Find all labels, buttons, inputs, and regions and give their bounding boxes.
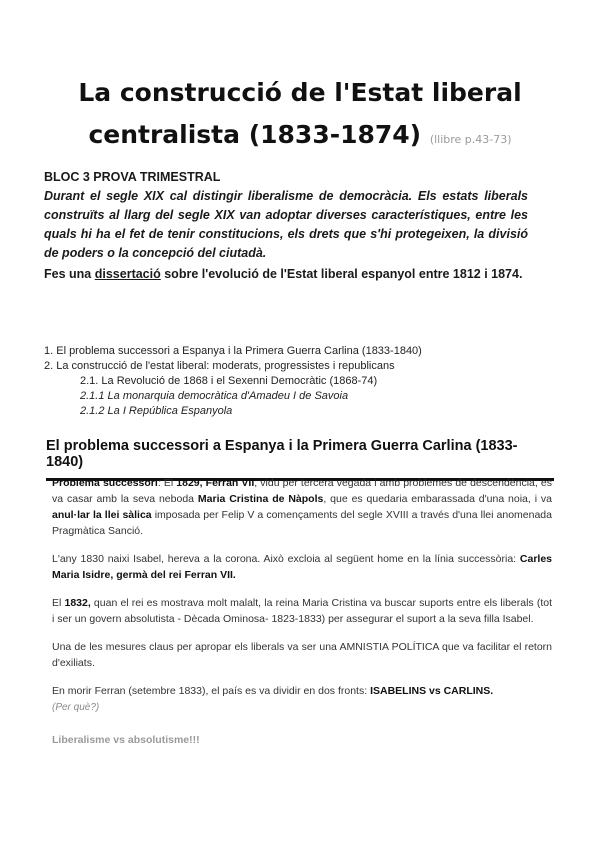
- toc-item-2: 2. La construcció de l'estat liberal: moderats, progressistes i republicans: [44, 360, 395, 372]
- paragraph-isabel: [52, 551, 552, 583]
- bold-term: Carles Maria Isidre, germà del rei Ferran VII.: [52, 553, 552, 581]
- task-suffix: sobre l'evolució de l'Estat liberal espanyol entre 1812 i 1874.: [164, 267, 523, 281]
- bold-term: Maria Cristina de Nàpols: [197, 493, 324, 505]
- bold-term: ISABELINS vs CARLINS.: [370, 685, 494, 697]
- document-title: [40, 72, 560, 161]
- section-heading: El problema successori a Espanya i la Primera Guerra Carlina (1833-1840): [46, 438, 554, 481]
- toc-item-1: 1. El problema successori a Espanya i la Primera Guerra Carlina (1833-1840): [44, 345, 422, 357]
- paragraph-fronts: [52, 683, 552, 716]
- title-book-reference: (llibre p.43-73): [429, 133, 512, 146]
- table-of-contents: [44, 344, 544, 419]
- text: L'any 1830 naixi Isabel, hereva a la corona. Això excloia al següent home en la línia successòria:: [52, 553, 520, 565]
- toc-item-2-1-1: 2.1.1 La monarquia democràtica d'Amadeu I de Savoia: [80, 390, 349, 402]
- text: , que es quedaria embarassada d'una noia, i va: [323, 493, 553, 505]
- closing-remark: Liberalisme vs absolutisme!!!: [52, 734, 200, 746]
- text: quan el rei es mostrava molt malalt, la reina Maria Cristina va buscar suports entre els liberals (tot i ser un govern absolutista - Dècada Ominosa- 1823-1833) per assegurar el suport a la seva filla Isabel.: [52, 597, 552, 625]
- exam-task: [44, 265, 528, 284]
- bold-term: 1829, Ferran VII: [176, 477, 255, 489]
- paragraph-amnesty: Una de les mesures claus per apropar els liberals va ser una AMNISTIA POLÍTICA que va facilitar el retorn d'exiliats.: [52, 641, 552, 669]
- bold-term: 1832,: [64, 597, 91, 609]
- text: El: [52, 597, 65, 609]
- bold-term: anul·lar la llei sàlica: [52, 509, 152, 521]
- toc-item-2-1-2: 2.1.2 La I República Espanyola: [80, 405, 233, 417]
- paragraph-succession: [52, 475, 552, 539]
- exam-prompt: Durant el segle XIX cal distingir liberalisme de democràcia. Els estats liberals construïts al llarg del segle XIX van adoptar diverses característiques, entre les quals hi ha el fet de tenir constitucions, els drets que s'hi protegeixen, la divisió de poders o la concepció del ciutadà.: [44, 189, 528, 260]
- text: En morir Ferran (setembre 1833), el país es va dividir en dos fronts:: [52, 685, 371, 697]
- title-line-1: La construcció de l'Estat liberal: [78, 78, 522, 107]
- title-line-2: centralista (1833-1874): [88, 120, 422, 149]
- text: , vidu per tercera vegada i amb problemes de descendència, es va casar amb la seva neboda: [52, 477, 552, 505]
- text: imposada per Felip V a començaments del segle XVIII a través d'una llei anomenada Pragmàtica Sanció.: [52, 509, 552, 537]
- paragraph-1832: [52, 595, 552, 627]
- question-note: (Per què?): [52, 702, 100, 713]
- exam-block: [44, 168, 528, 284]
- bold-term: Problema successori: [52, 477, 158, 489]
- section-body: [52, 475, 552, 760]
- bloc-header: BLOC 3 PROVA TRIMESTRAL: [44, 170, 221, 184]
- text: : El: [157, 477, 177, 489]
- task-dissertation-link[interactable]: dissertació: [94, 267, 161, 281]
- task-prefix: Fes una: [44, 267, 92, 281]
- toc-item-2-1: 2.1. La Revolució de 1868 i el Sexenni Democràtic (1868-74): [80, 375, 378, 387]
